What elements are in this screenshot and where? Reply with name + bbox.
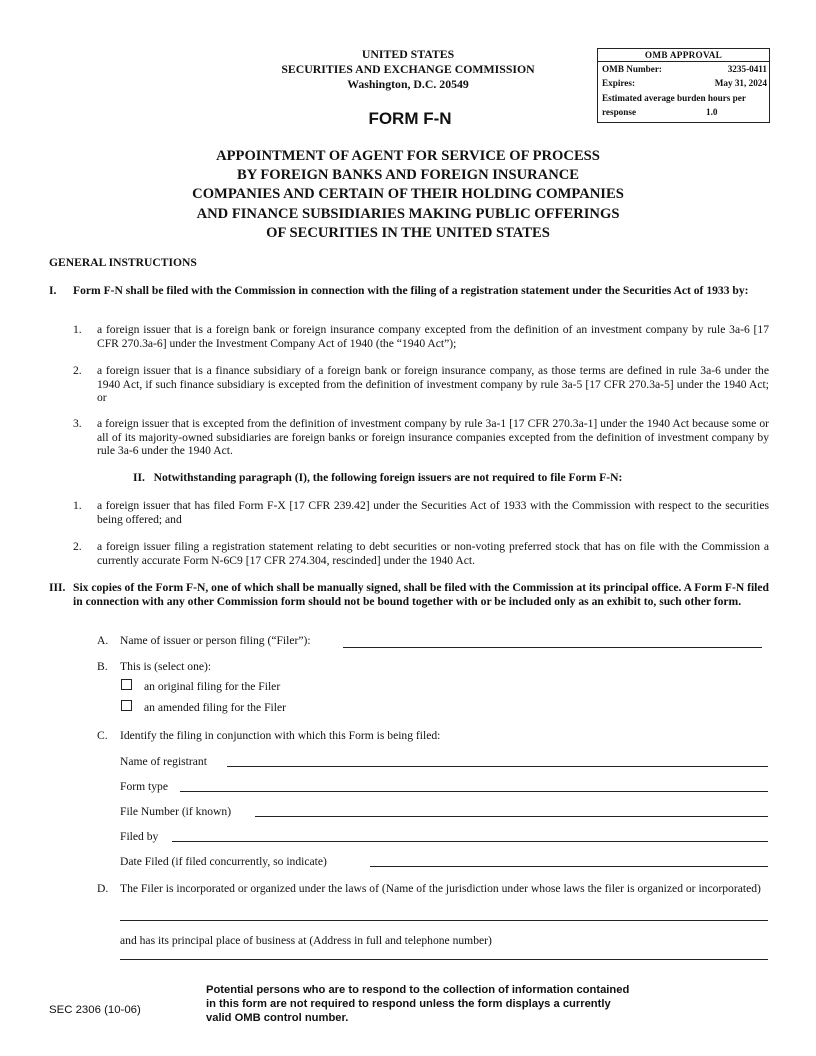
main-title-line-1: APPOINTMENT OF AGENT FOR SERVICE OF PROCESS [216, 148, 600, 164]
section-1-item-2-number: 2. [73, 364, 82, 377]
section-2-item-2-text: a foreign issuer filing a registration statement relating to debt securities or non-voting preferred stock that has on file with the Commission a currently accurate Form N-6C9 [17 CFR 274.304, rescinded] under the 1940 Act. [97, 540, 769, 567]
main-title-line-4: AND FINANCE SUBSIDIARIES MAKING PUBLIC OFFERINGS [196, 205, 620, 222]
field-b-letter: B. [97, 660, 108, 673]
section-3-text: Six copies of the Form F-N, one of which shall be manually signed, shall be filed with the Commission at its principal office. A Form F-N filed in connection with any other Commission form should not be bound together with or be included only as an exhibit to, such other form. [73, 581, 769, 608]
omb-burden-label: Estimated average burden hours per [602, 93, 746, 103]
registrant-name-field[interactable] [227, 766, 768, 767]
omb-response-row [602, 107, 767, 118]
section-1-item-3-text: a foreign issuer that is excepted from the definition of investment company by rule 3a-1 [17 CFR 270.3a-1] under the 1940 Act because some or all of its majority-owned subsidiaries are foreign banks or foreign insurance companies excepted from the definition of investment company by rule 3a-6 under the 1940 Act. [97, 417, 769, 458]
general-instructions-heading: GENERAL INSTRUCTIONS [49, 256, 197, 269]
section-1-number: I. [49, 284, 57, 297]
address-label: and has its principal place of business at (Address in full and telephone number) [120, 934, 492, 947]
original-filing-label: an original filing for the Filer [144, 680, 281, 693]
main-title [130, 147, 686, 243]
omb-approval-title: OMB APPROVAL [598, 49, 769, 62]
field-d-label: The Filer is incorporated or organized under the laws of (Name of the jurisdiction under whose laws the filer is organized or incorporated) [120, 882, 761, 895]
field-a-letter: A. [97, 634, 109, 647]
main-title-line-2: BY FOREIGN BANKS AND FOREIGN INSURANCE [236, 167, 580, 184]
omb-expires-value: May 31, 2024 [714, 78, 767, 88]
main-title-line-5: OF SECURITIES IN THE UNITED STATES [266, 224, 550, 241]
section-2-heading [133, 471, 622, 485]
form-code: SEC 2306 (10-06) [49, 1004, 141, 1016]
omb-response-label: response [602, 107, 637, 117]
agency-line-2: SECURITIES AND EXCHANGE COMMISSION [281, 62, 535, 76]
omb-expires-label: Expires: [602, 78, 636, 88]
field-c-letter: C. [97, 729, 108, 742]
omb-number-value: 3235-0411 [727, 64, 767, 74]
amended-filing-label: an amended filing for the Filer [144, 701, 286, 714]
omb-number-label: OMB Number: [602, 64, 662, 74]
section-1-item-3-number: 3. [73, 417, 82, 430]
section-2-item-1-text: a foreign issuer that has filed Form F-X [17 CFR 239.42] under the Securities Act of 1933 with the Commission with respect to the securities being offered; and [97, 499, 769, 526]
agency-line-1: UNITED STATES [361, 47, 455, 61]
field-d-letter: D. [97, 882, 109, 895]
agency-header [255, 47, 561, 92]
form-title: FORM F-N [368, 109, 452, 128]
jurisdiction-field[interactable] [120, 920, 768, 921]
omb-burden-row [602, 93, 767, 104]
section-3-number: III. [49, 581, 66, 594]
main-title-line-3: COMPANIES AND CERTAIN OF THEIR HOLDING COMPANIES [192, 186, 624, 203]
section-2-text: Notwithstanding paragraph (I), the following foreign issuers are not required to file Form F-N: [153, 471, 623, 484]
original-filing-checkbox[interactable] [121, 679, 132, 690]
section-2-item-2-number: 2. [73, 540, 82, 553]
omb-number-row [602, 64, 767, 75]
agency-line-3: Washington, D.C. 20549 [347, 77, 469, 91]
field-a-label: Name of issuer or person filing (“Filer”): [120, 634, 311, 647]
registrant-name-label: Name of registrant [120, 755, 207, 768]
omb-expires-row [602, 78, 767, 89]
section-1-item-1-number: 1. [73, 323, 82, 336]
amended-filing-checkbox[interactable] [121, 700, 132, 711]
date-filed-field[interactable] [370, 866, 768, 867]
section-2-item-1-number: 1. [73, 499, 82, 512]
file-number-field[interactable] [255, 816, 768, 817]
filed-by-field[interactable] [172, 841, 768, 842]
date-filed-label: Date Filed (if filed concurrently, so indicate) [120, 855, 327, 868]
address-field[interactable] [120, 959, 768, 960]
omb-approval-box [597, 48, 770, 123]
section-2-number: II. [133, 471, 145, 484]
section-1-text: Form F-N shall be filed with the Commission in connection with the filing of a registration statement under the Securities Act of 1933 by: [73, 284, 749, 297]
form-type-field[interactable] [180, 791, 768, 792]
field-b-label: This is (select one): [120, 660, 212, 673]
omb-notice: Potential persons who are to respond to the collection of information contained in this form are not required to respond unless the form displays a currently valid OMB control number. [206, 984, 630, 1024]
omb-response-value: 1.0 [706, 107, 718, 117]
filer-name-field[interactable] [343, 647, 762, 648]
file-number-label: File Number (if known) [120, 805, 232, 818]
filed-by-label: Filed by [120, 830, 159, 843]
field-c-label: Identify the filing in conjunction with which this Form is being filed: [120, 729, 441, 742]
section-1-item-1-text: a foreign issuer that is a foreign bank or foreign insurance company excepted from the definition of an investment company by rule 3a-6 [17 CFR 270.3a-6] under the Investment Company Act of 1940 (the “1940 Act”); [97, 323, 769, 350]
form-type-label: Form type [120, 780, 168, 793]
section-1-item-2-text: a foreign issuer that is a finance subsidiary of a foreign bank or foreign insurance company, as those terms are defined in rule 3a-6 under the 1940 Act, if such finance subsidiary is excepted from the definition of investment company by rule 3a-5 [17 CFR 270.3a-5] under the 1940 Act; or [97, 364, 769, 405]
